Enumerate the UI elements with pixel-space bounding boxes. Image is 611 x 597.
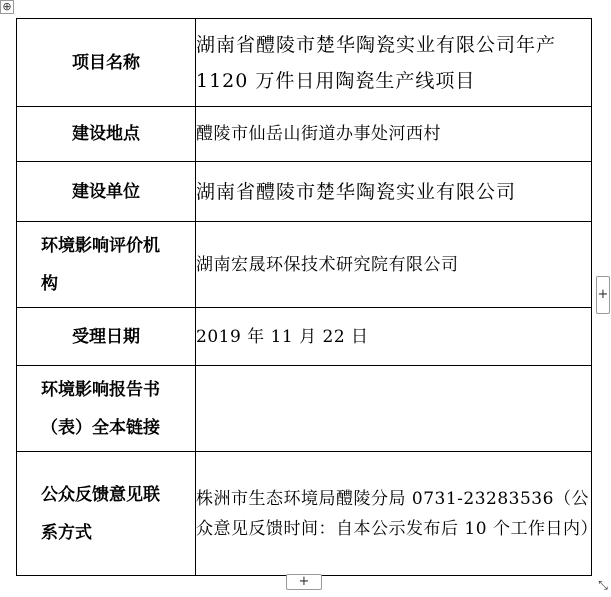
value-cell[interactable] — [196, 19, 592, 107]
label-cell[interactable] — [17, 222, 196, 308]
table-row — [17, 162, 592, 222]
row-label-feedback-contact: 公众反馈意见联系方式 — [41, 484, 160, 543]
row-value-feedback-contact: 株洲市生态环境局醴陵分局 0731-23283536（公众意见反馈时间：自本公示发布后 10 个工作日内） — [196, 488, 598, 539]
add-row-button[interactable]: + — [286, 574, 322, 590]
row-label-location: 建设地点 — [72, 124, 140, 144]
row-label-builder: 建设单位 — [72, 181, 140, 202]
value-cell[interactable] — [196, 162, 592, 222]
value-cell[interactable] — [196, 222, 592, 308]
row-value-project-name: 湖南省醴陵市楚华陶瓷实业有限公司年产 1120 万件日用陶瓷生产线项目 — [196, 33, 557, 92]
row-label-eia-agency: 环境影响评价机构 — [41, 235, 160, 294]
table-row — [17, 308, 592, 366]
row-label-accept-date: 受理日期 — [72, 326, 140, 347]
table-row — [17, 107, 592, 162]
label-cell[interactable] — [17, 19, 196, 107]
label-cell[interactable] — [17, 452, 196, 576]
row-label-project-name: 项目名称 — [72, 52, 140, 73]
value-cell[interactable] — [196, 308, 592, 366]
value-cell[interactable] — [196, 107, 592, 162]
label-cell[interactable] — [17, 308, 196, 366]
row-label-report-link: 环境影响报告书（表）全本链接 — [41, 379, 160, 438]
label-cell[interactable] — [17, 366, 196, 452]
table-resize-icon[interactable]: ⤡ — [598, 578, 608, 592]
table-row — [17, 19, 592, 107]
value-cell[interactable] — [196, 366, 592, 452]
row-value-eia-agency: 湖南宏晟环保技术研究院有限公司 — [196, 254, 459, 275]
row-value-location: 醴陵市仙岳山街道办事处河西村 — [196, 124, 441, 144]
row-value-builder: 湖南省醴陵市楚华陶瓷实业有限公司 — [196, 180, 517, 203]
table-move-handle-icon[interactable]: ⊕ — [0, 0, 14, 14]
table-row — [17, 366, 592, 452]
label-cell[interactable] — [17, 107, 196, 162]
table-row — [17, 452, 592, 576]
table-row — [17, 222, 592, 308]
add-column-button[interactable]: + — [596, 276, 610, 314]
row-value-accept-date: 2019 年 11 月 22 日 — [196, 326, 369, 347]
project-info-table — [16, 18, 598, 576]
value-cell[interactable] — [196, 452, 598, 576]
label-cell[interactable] — [17, 162, 196, 222]
